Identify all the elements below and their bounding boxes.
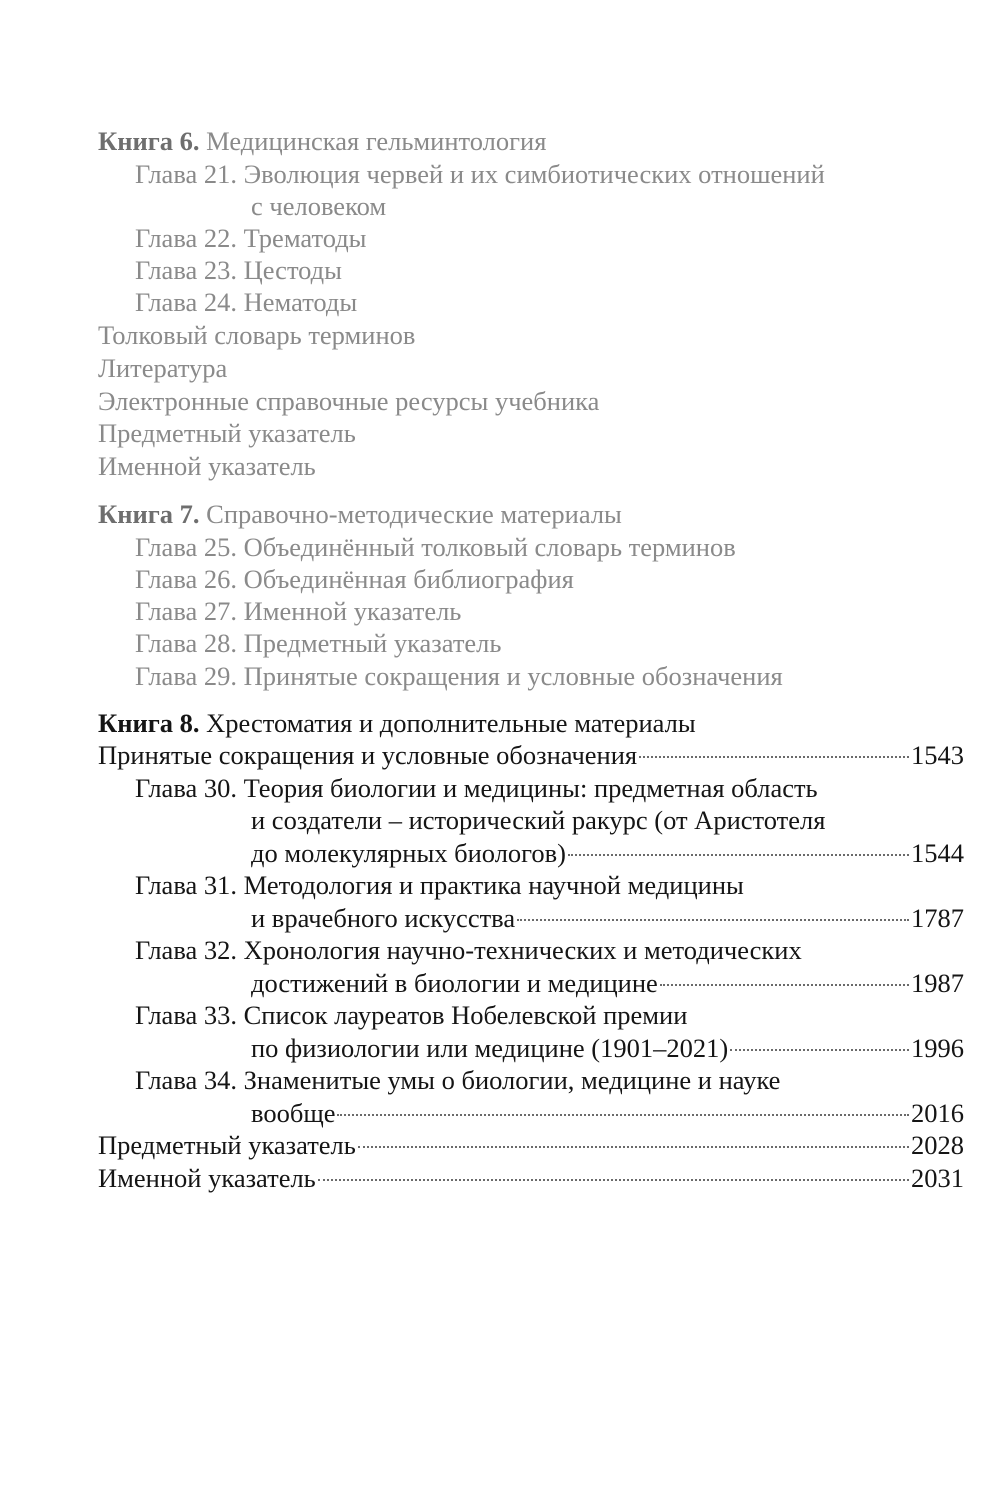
page-number: 1787 xyxy=(911,903,964,933)
ch28-label: Глава 28. xyxy=(135,628,237,658)
book8-subject-index xyxy=(98,1128,964,1162)
book6-ch21-cont xyxy=(251,189,386,223)
book7-heading xyxy=(98,497,622,531)
dot-leader xyxy=(639,756,909,758)
ch26-title: Объединённая библиография xyxy=(243,564,574,594)
dot-leader xyxy=(568,854,909,856)
book8-label: Книга 8. xyxy=(98,708,200,738)
book7-title: Справочно-методические материалы xyxy=(206,499,622,529)
ch22-label: Глава 22. xyxy=(135,223,237,253)
ch33-title: Список лауреатов Нобелевской премии xyxy=(243,1000,688,1030)
ch29-title: Принятые сокращения и условные обозначения xyxy=(243,661,783,691)
ch34-label: Глава 34. xyxy=(135,1065,237,1095)
dot-leader xyxy=(730,1049,909,1051)
ch24-title: Нематоды xyxy=(243,287,358,317)
book8-ch31-end xyxy=(251,901,964,935)
subject-index-title: Предметный указатель xyxy=(98,1130,356,1160)
ch32-label: Глава 32. xyxy=(135,935,237,965)
book8-ch32-end xyxy=(251,966,964,1000)
book8-ch34 xyxy=(135,1063,780,1097)
book8-ch30 xyxy=(135,771,818,805)
dot-leader xyxy=(358,1146,909,1148)
book8-ch30-end xyxy=(251,836,964,870)
book7-ch27 xyxy=(135,594,461,628)
ch28-title: Предметный указатель xyxy=(243,628,502,658)
ch23-label: Глава 23. xyxy=(135,255,237,285)
ch29-label: Глава 29. xyxy=(135,661,237,691)
dot-leader xyxy=(517,919,909,921)
book6-heading xyxy=(98,124,546,158)
dot-leader xyxy=(318,1179,909,1181)
book8-ch33-end xyxy=(251,1031,964,1065)
book8-ch30-cont: и создатели – исторический ракурс (от Аристотеля xyxy=(251,805,826,835)
ch27-label: Глава 27. xyxy=(135,596,237,626)
ch23-title: Цестоды xyxy=(243,255,342,285)
dot-leader xyxy=(660,984,909,986)
book6-glossary: Толковый словарь терминов xyxy=(98,320,416,350)
book8-ch32 xyxy=(135,933,802,967)
ch31-title-end: и врачебного искусства xyxy=(251,903,516,933)
book6-ch22 xyxy=(135,221,367,255)
page-number: 2031 xyxy=(911,1163,964,1193)
book6-ch23 xyxy=(135,253,342,287)
ch32-title: Хронология научно-технических и методических xyxy=(243,935,802,965)
name-index-title: Именной указатель xyxy=(98,1163,316,1193)
book6-subject-index: Предметный указатель xyxy=(98,418,356,448)
ch31-title: Методология и практика научной медицины xyxy=(243,870,744,900)
ch26-label: Глава 26. xyxy=(135,564,237,594)
book6-name-index: Именной указатель xyxy=(98,451,316,481)
ch34-title: Знаменитые умы о биологии, медицине и науке xyxy=(243,1065,781,1095)
ch25-title: Объединённый толковый словарь терминов xyxy=(243,532,736,562)
ch21-title-cont: с человеком xyxy=(251,191,387,221)
book8-ch34-end xyxy=(251,1096,964,1130)
book6-e-resources: Электронные справочные ресурсы учебника xyxy=(98,386,600,416)
ch22-title: Трематоды xyxy=(243,223,367,253)
dot-leader xyxy=(337,1114,909,1116)
abbrev-title: Принятые сокращения и условные обозначения xyxy=(98,740,638,770)
book7-ch25 xyxy=(135,530,736,564)
ch34-title-end: вообще xyxy=(251,1098,336,1128)
ch21-label: Глава 21. xyxy=(135,159,237,189)
ch32-title-end: достижений в биологии и медицине xyxy=(251,968,658,998)
book8-title: Хрестоматия и дополнительные материалы xyxy=(206,708,696,738)
ch30-title: Теория биологии и медицины: предметная область xyxy=(243,773,818,803)
book8-heading xyxy=(98,706,696,740)
book6-ch21 xyxy=(135,157,825,191)
book6-literature: Литература xyxy=(98,353,228,383)
page-number: 1987 xyxy=(911,968,964,998)
ch31-label: Глава 31. xyxy=(135,870,237,900)
book7-ch29 xyxy=(135,659,783,693)
book8-ch33 xyxy=(135,998,687,1032)
page-number: 1543 xyxy=(911,740,964,770)
ch27-title: Именной указатель xyxy=(243,596,462,626)
ch24-label: Глава 24. xyxy=(135,287,237,317)
book8-ch31 xyxy=(135,868,744,902)
book8-abbrev-entry xyxy=(98,738,964,772)
page-number: 2016 xyxy=(911,1098,964,1128)
book8-name-index xyxy=(98,1161,964,1195)
page-number: 2028 xyxy=(911,1130,964,1160)
book6-ch24 xyxy=(135,285,357,319)
ch30-label: Глава 30. xyxy=(135,773,237,803)
book7-label: Книга 7. xyxy=(98,499,200,529)
page-number: 1544 xyxy=(911,838,964,868)
page-number: 1996 xyxy=(911,1033,964,1063)
ch21-title: Эволюция червей и их симбиотических отношений xyxy=(243,159,825,189)
book7-ch28 xyxy=(135,626,502,660)
ch33-title-end: по физиологии или медицине (1901–2021) xyxy=(251,1033,729,1063)
book6-title: Медицинская гельминтология xyxy=(206,126,547,156)
book7-ch26 xyxy=(135,562,574,596)
book6-label: Книга 6. xyxy=(98,126,200,156)
ch30-title-end: до молекулярных биологов) xyxy=(251,838,566,868)
ch25-label: Глава 25. xyxy=(135,532,237,562)
ch33-label: Глава 33. xyxy=(135,1000,237,1030)
